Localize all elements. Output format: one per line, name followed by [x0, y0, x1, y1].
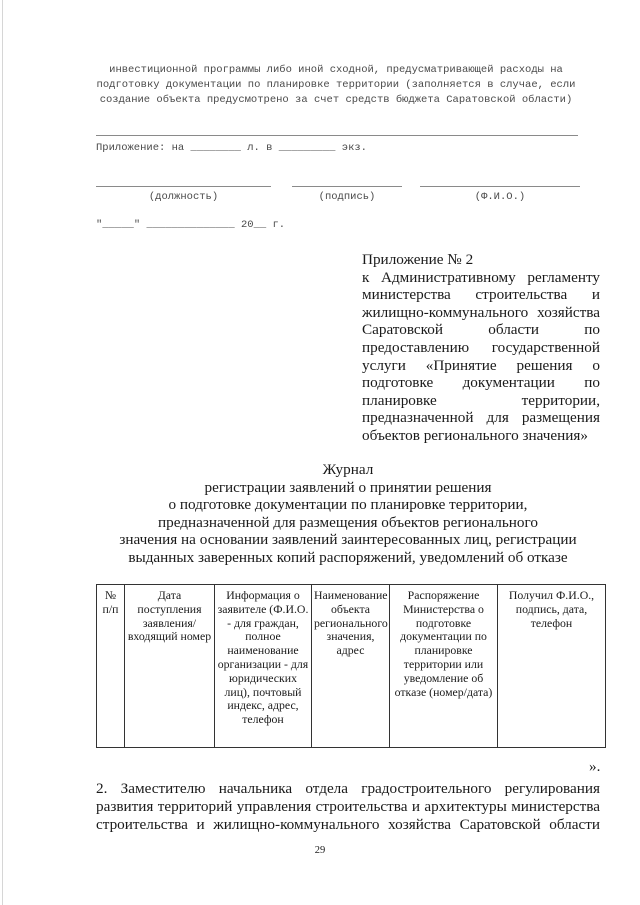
col-header-object: Наименование объекта регионального значения, адрес [312, 585, 390, 748]
journal-line: Журнал [322, 461, 374, 478]
journal-line: выданных заверенных копий распоряжений, уведомлений об отказе [128, 548, 568, 566]
sig-position-caption: (должность) [148, 191, 219, 203]
page-number: 29 [314, 845, 326, 856]
appendix-title: Приложение № 2 [362, 251, 474, 268]
page-edge [2, 0, 3, 905]
table-header-row [97, 585, 606, 748]
appendix-block [362, 251, 600, 445]
sig-name-caption: (Ф.И.О.) [474, 191, 526, 203]
col-header-number: № п/п [97, 585, 125, 748]
registration-table [96, 584, 606, 748]
appendix-label: Приложение: на [96, 142, 185, 154]
col-header-date: Дата поступления заявления/входящий номер [125, 585, 215, 748]
form-appendix-line: Приложение: на ________ л. в _________ экз. [96, 142, 367, 154]
journal-line: предназначенной для размещения объектов регионального [158, 513, 538, 531]
form-intro-text: инвестиционной программы либо иной сходной, предусматривающей расходы на подготовку документации по планировке территории (заполняется в случае, если создание объекта предусмотрено за счет средств бюджета Саратовской области) [96, 64, 576, 106]
form-separator-line [96, 135, 578, 136]
col-header-order: Распоряжение Министерства о подготовке документации по планировке территории или уведомление об отказе (номер/дата) [390, 585, 498, 748]
sig-signature-line [292, 186, 402, 187]
sig-signature-caption: (подпись) [318, 191, 376, 203]
journal-line: регистрации заявлений о принятии решения [204, 478, 492, 496]
date-year: 20 [240, 219, 254, 231]
appendix-text: к Административному регламенту министерства строительства и жилищно-коммунального хозяйства Саратовской области по предоставлению государственной услуги «Принятие решения о подготовке документации по планировке территории, предназначенной для размещения объектов регионального значения» [362, 268, 600, 444]
col-header-applicant: Информация о заявителе (Ф.И.О. - для граждан, полное наименование организации - для юридических лиц), почтовый индекс, адрес, телефон [215, 585, 312, 748]
date-quote-close: " [133, 219, 141, 231]
journal-line: о подготовке документации по планировке территории, [168, 496, 528, 514]
sig-name-line [420, 186, 580, 187]
closing-quote: ». [589, 758, 601, 775]
journal-title [96, 461, 600, 567]
paragraph-2: 2. Заместителю начальника отдела градостроительного регулирования развития территорий управления строительства и архитектуры министерства строительства и жилищно-коммунального хозяйства Саратовской области [96, 780, 600, 833]
date-year-suffix: г. [272, 219, 286, 231]
appendix-sheets-suffix: л. в [247, 142, 273, 154]
sig-position-line [96, 186, 271, 187]
journal-line: значения на основании заявлений заинтересованных лиц, регистрации [119, 531, 577, 549]
col-header-received: Получил Ф.И.О., подпись, дата, телефон [498, 585, 606, 748]
date-quote-open: " [96, 219, 103, 231]
appendix-copies-suffix: экз. [341, 142, 367, 154]
form-date-line: "_____" ______________ 20__ г. [96, 219, 286, 231]
